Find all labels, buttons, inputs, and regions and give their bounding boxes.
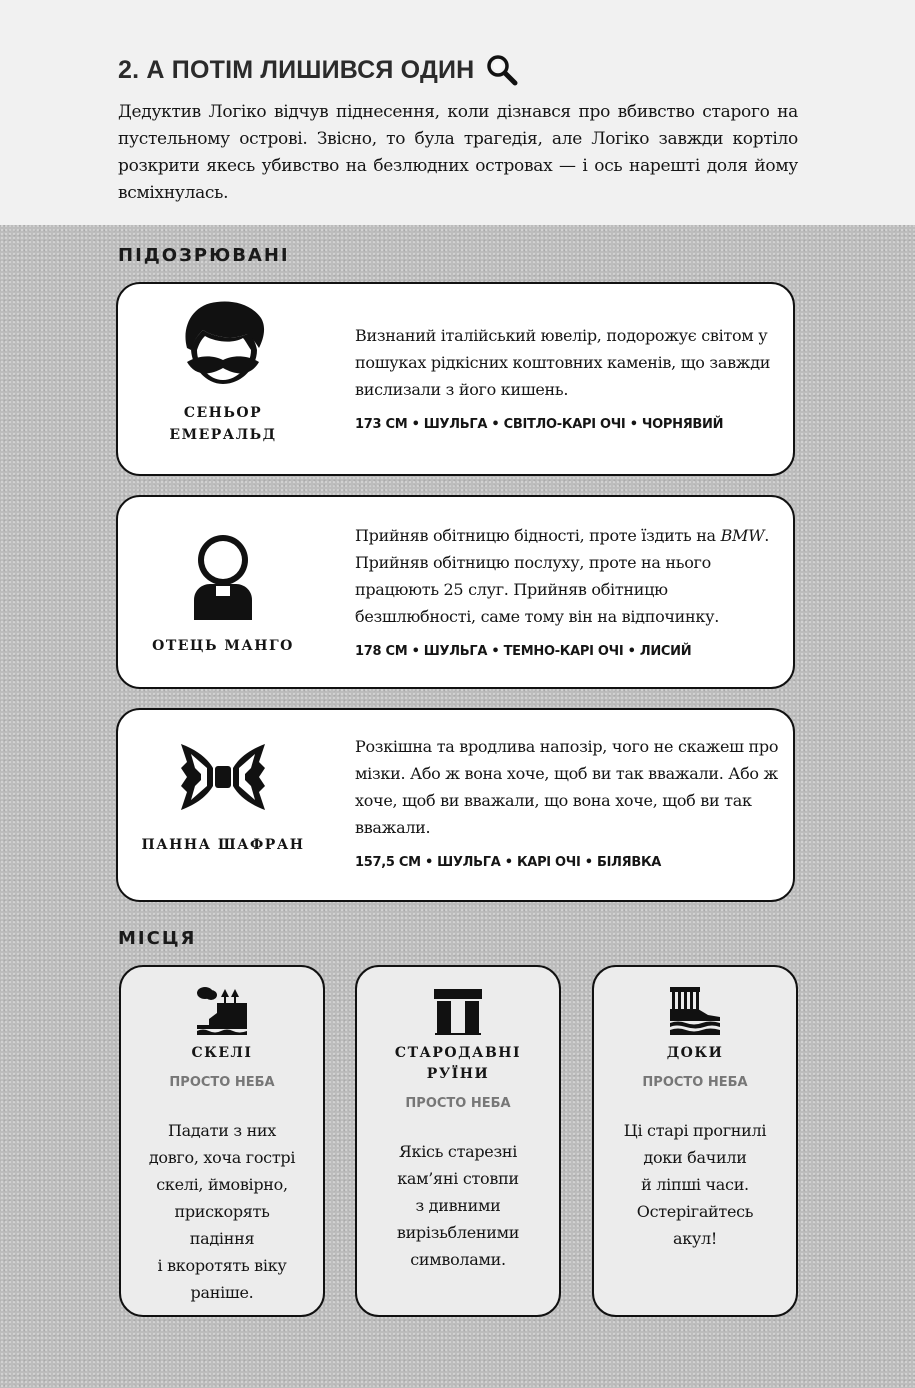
ruins-icon — [431, 985, 485, 1037]
suspect-card-emerald — [116, 282, 795, 476]
place-type: ПРОСТО НЕБА — [169, 1075, 275, 1090]
docks-icon — [668, 985, 722, 1037]
suspect-name: ПАННА ШАФРАН — [141, 837, 305, 853]
suspect-description: Розкішна та вродлива напозір, чого не скажеш про мізки. Або ж вона хоче, щоб ви так вважали. Або ж хоче, щоб ви вважали, що вона хоче, щоб ви так вважали. — [355, 737, 779, 837]
suspect-stats: 157,5 СМ • ШУЛЬГА • КАРІ ОЧІ • БІЛЯВКА — [355, 855, 662, 870]
place-description: Якісь старезні кам’яні стовпи з дивними вирізьбленими символами. — [396, 1142, 520, 1269]
place-type: ПРОСТО НЕБА — [405, 1096, 511, 1111]
place-type: ПРОСТО НЕБА — [642, 1075, 748, 1090]
suspect-description: Прийняв обітницю бідності, проте їздить на BMW. Прийняв обітницю послуху, проте на нього працюють 25 слуг. Прийняв обітницю безшлюбності, саме тому він на відпочинку. — [355, 526, 770, 626]
chapter-title-text: 2. А ПОТІМ ЛИШИВСЯ ОДИН — [118, 55, 475, 84]
suspect-card-mango — [116, 495, 795, 689]
place-card-cliffs — [119, 965, 325, 1317]
mustache-man-icon — [177, 296, 269, 388]
place-name: ДОКИ — [666, 1045, 724, 1061]
place-description: Падати з них довго, хоча гострі скелі, ймовірно, прискорять падіння і вкоротять віку раніше. — [148, 1121, 296, 1302]
place-card-ruins — [355, 965, 561, 1317]
chapter-title — [118, 54, 518, 86]
intro-paragraph: Дедуктив Логіко відчув піднесення, коли дізнався про вбивство старого на пустельному острові. Звісно, то була трагедія, але Логіко завжди кортіло розкрити якесь убивство на безлюдних островах — і ось нарешті доля йому всміхнулась. — [118, 102, 798, 203]
suspect-name: СЕНЬОР ЕМЕРАЛЬД — [169, 405, 277, 443]
place-card-docks — [592, 965, 798, 1317]
intro-section — [0, 0, 915, 225]
car-brand: BMW — [720, 526, 765, 545]
place-name: СТАРОДАВНІ РУЇНИ — [394, 1045, 522, 1082]
suspect-name: ОТЕЦЬ МАНГО — [152, 638, 294, 654]
place-description: Ці старі прогнилі доки бачили й ліпші часи. Остерігайтесь акул! — [623, 1121, 767, 1248]
magnifier-icon — [486, 54, 518, 86]
suspect-stats: 178 СМ • ШУЛЬГА • ТЕМНО-КАРІ ОЧІ • ЛИСИЙ — [355, 644, 692, 659]
priest-icon — [188, 530, 258, 622]
place-name: СКЕЛІ — [191, 1045, 253, 1061]
cliffs-icon — [195, 985, 249, 1037]
suspects-heading: ПІДОЗРЮВАНІ — [118, 245, 290, 266]
suspect-card-shafran — [116, 708, 795, 902]
bow-tie-icon — [177, 740, 269, 814]
suspect-stats: 173 СМ • ШУЛЬГА • СВІТЛО-КАРІ ОЧІ • ЧОРНЯВИЙ — [355, 417, 724, 432]
suspect-description: Визнаний італійський ювелір, подорожує світом у пошуках рідкісних коштовних каменів, що завжди вислизали з його кишень. — [355, 326, 771, 399]
places-heading: МІСЦЯ — [118, 928, 197, 949]
